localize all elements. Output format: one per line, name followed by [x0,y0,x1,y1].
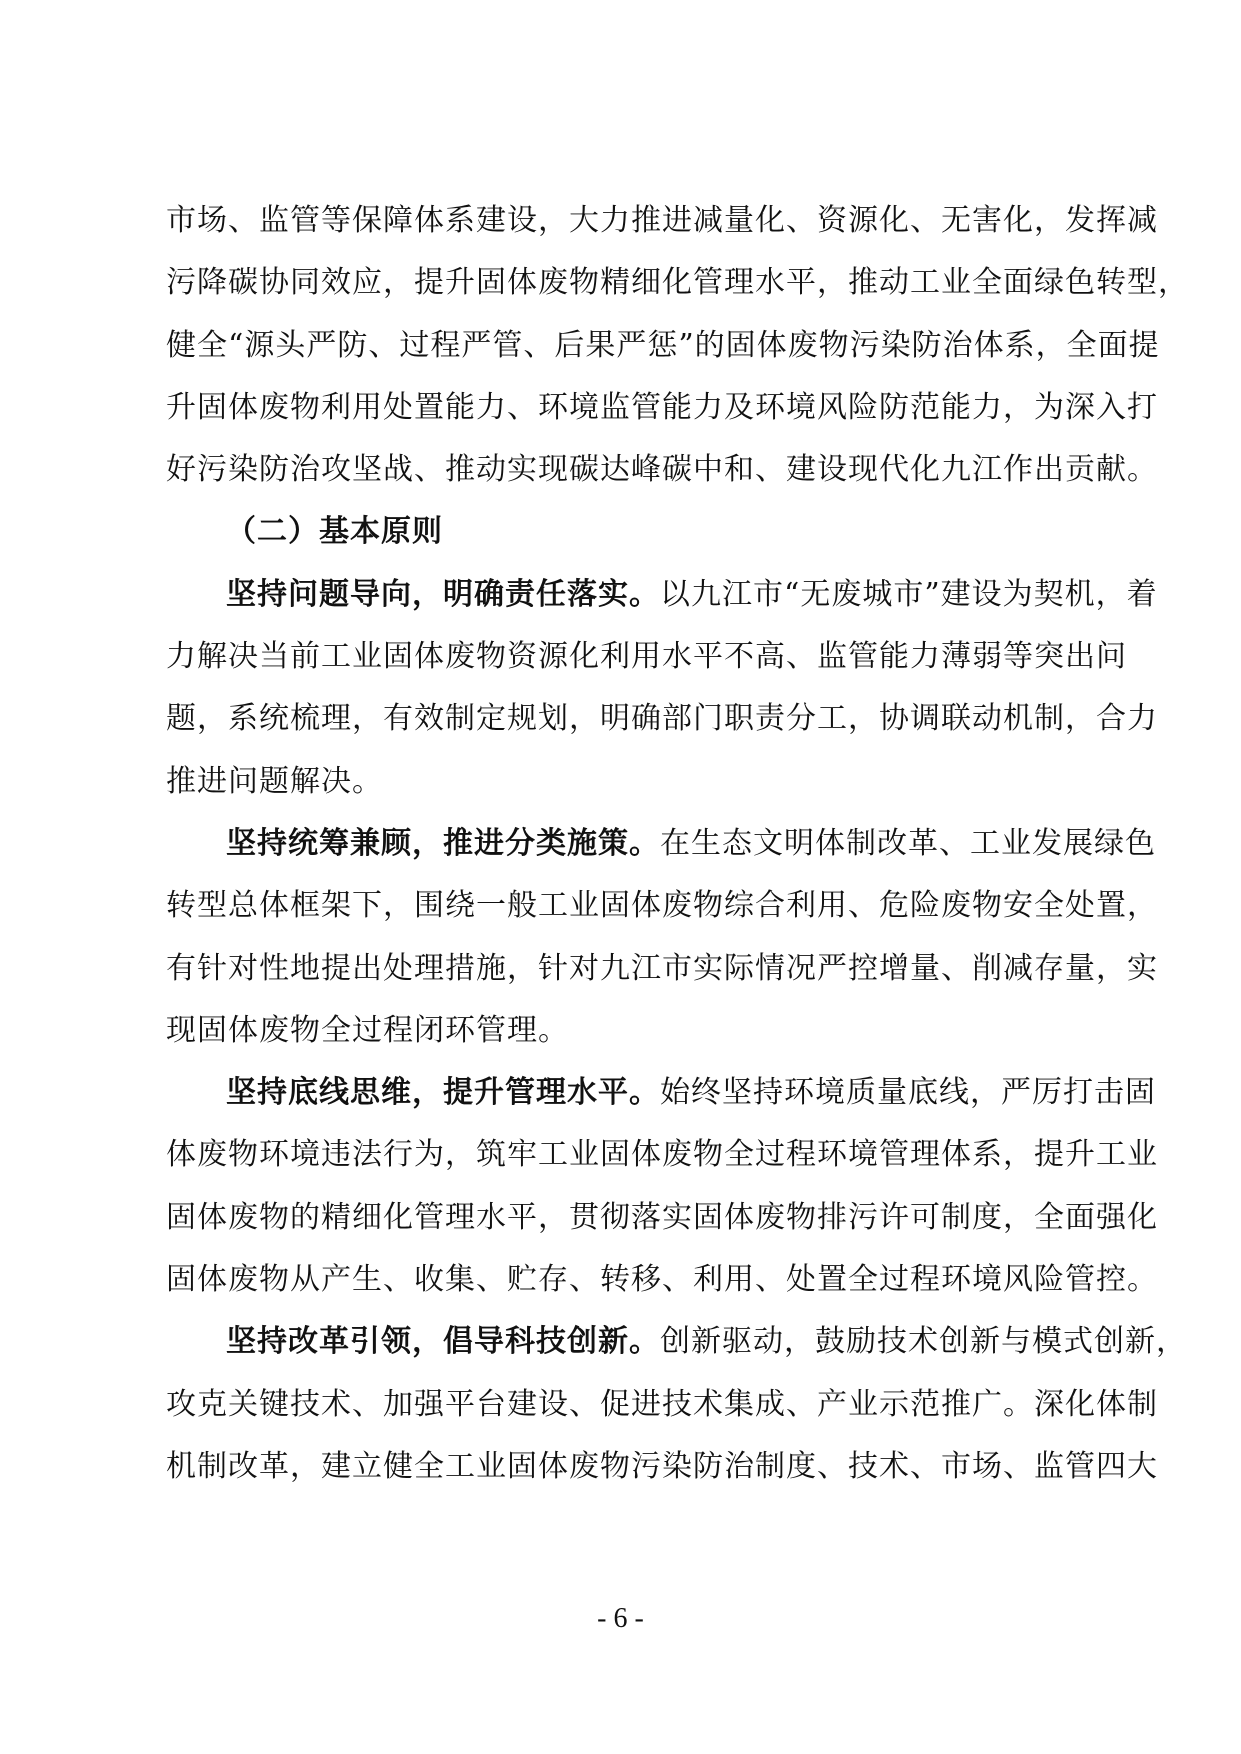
principle-first-line [166,1062,1156,1124]
section-heading: （二）基本原则 [226,514,443,550]
text-line: 攻克关键技术、加强平台建设、促进技术集成、产业示范推广。深化体制 [166,1386,1158,1422]
text-line: 力解决当前工业固体废物资源化利用水平不高、监管能力薄弱等突出问 [166,639,1127,675]
text-line: 市场、监管等保障体系建设，大力推进减量化、资源化、无害化，发挥减 [166,203,1158,238]
text-line: 有针对性地提出处理措施，针对九江市实际情况严控增量、削减存量，实 [166,950,1158,986]
principle-lead: 坚持底线思维，提升管理水平。 [226,1075,660,1111]
document-body [166,190,1189,1498]
principle-lead: 坚持问题导向，明确责任落实。 [226,576,660,612]
principle-text: 以九江市“无废城市”建设为契机，着 [660,576,1158,612]
text-line: 升固体废物利用处置能力、环境监管能力及环境风险防范能力，为深入打 [166,389,1158,425]
principle-lead: 坚持统筹兼顾，推进分类施策。 [226,825,660,861]
text-line: 转型总体框架下，围绕一般工业固体废物综合利用、危险废物安全处置， [166,888,1158,924]
principle-text: 创新驱动，鼓励技术创新与模式创新， [660,1324,1187,1360]
section-heading-block [166,501,1078,563]
principle-paragraph [166,564,1158,813]
text-line: 现固体废物全过程闭环管理。 [166,1012,569,1048]
principle-first-line [166,813,1156,875]
text-line: 推进问题解决。 [166,763,383,799]
principle-text: 始终坚持环境质量底线，严厉打击固 [660,1075,1156,1111]
text-line: 机制改革，建立健全工业固体废物污染防治制度、技术、市场、监管四大 [166,1448,1158,1484]
principle-lead: 坚持改革引领，倡导科技创新。 [226,1324,660,1360]
text-line: 健全“源头严防、过程严管、后果严惩”的固体废物污染防治体系，全面提 [166,327,1160,363]
text-line: 题，系统梳理，有效制定规划，明确部门职责分工，协调联动机制，合力 [166,701,1158,737]
principle-paragraph [166,813,1158,1062]
principle-text: 在生态文明体制改革、工业发展绿色 [660,825,1156,861]
principle-paragraph [166,1311,1187,1498]
paragraph-continuation [166,190,1189,501]
text-line: 固体废物的精细化管理水平，贯彻落实固体废物排污许可制度，全面强化 [166,1199,1158,1235]
principle-first-line [166,1311,1187,1373]
principle-first-line [166,564,1158,626]
principle-paragraph [166,1062,1158,1311]
text-line: 好污染防治攻坚战、推动实现碳达峰碳中和、建设现代化九江作出贡献。 [166,452,1158,488]
page-number: - 6 - [597,1603,644,1634]
text-line: 固体废物从产生、收集、贮存、转移、利用、处置全过程环境风险管控。 [166,1262,1158,1298]
text-line: 污降碳协同效应，提升固体废物精细化管理水平，推动工业全面绿色转型， [166,265,1189,301]
text-line: 体废物环境违法行为，筑牢工业固体废物全过程环境管理体系，提升工业 [166,1137,1158,1173]
